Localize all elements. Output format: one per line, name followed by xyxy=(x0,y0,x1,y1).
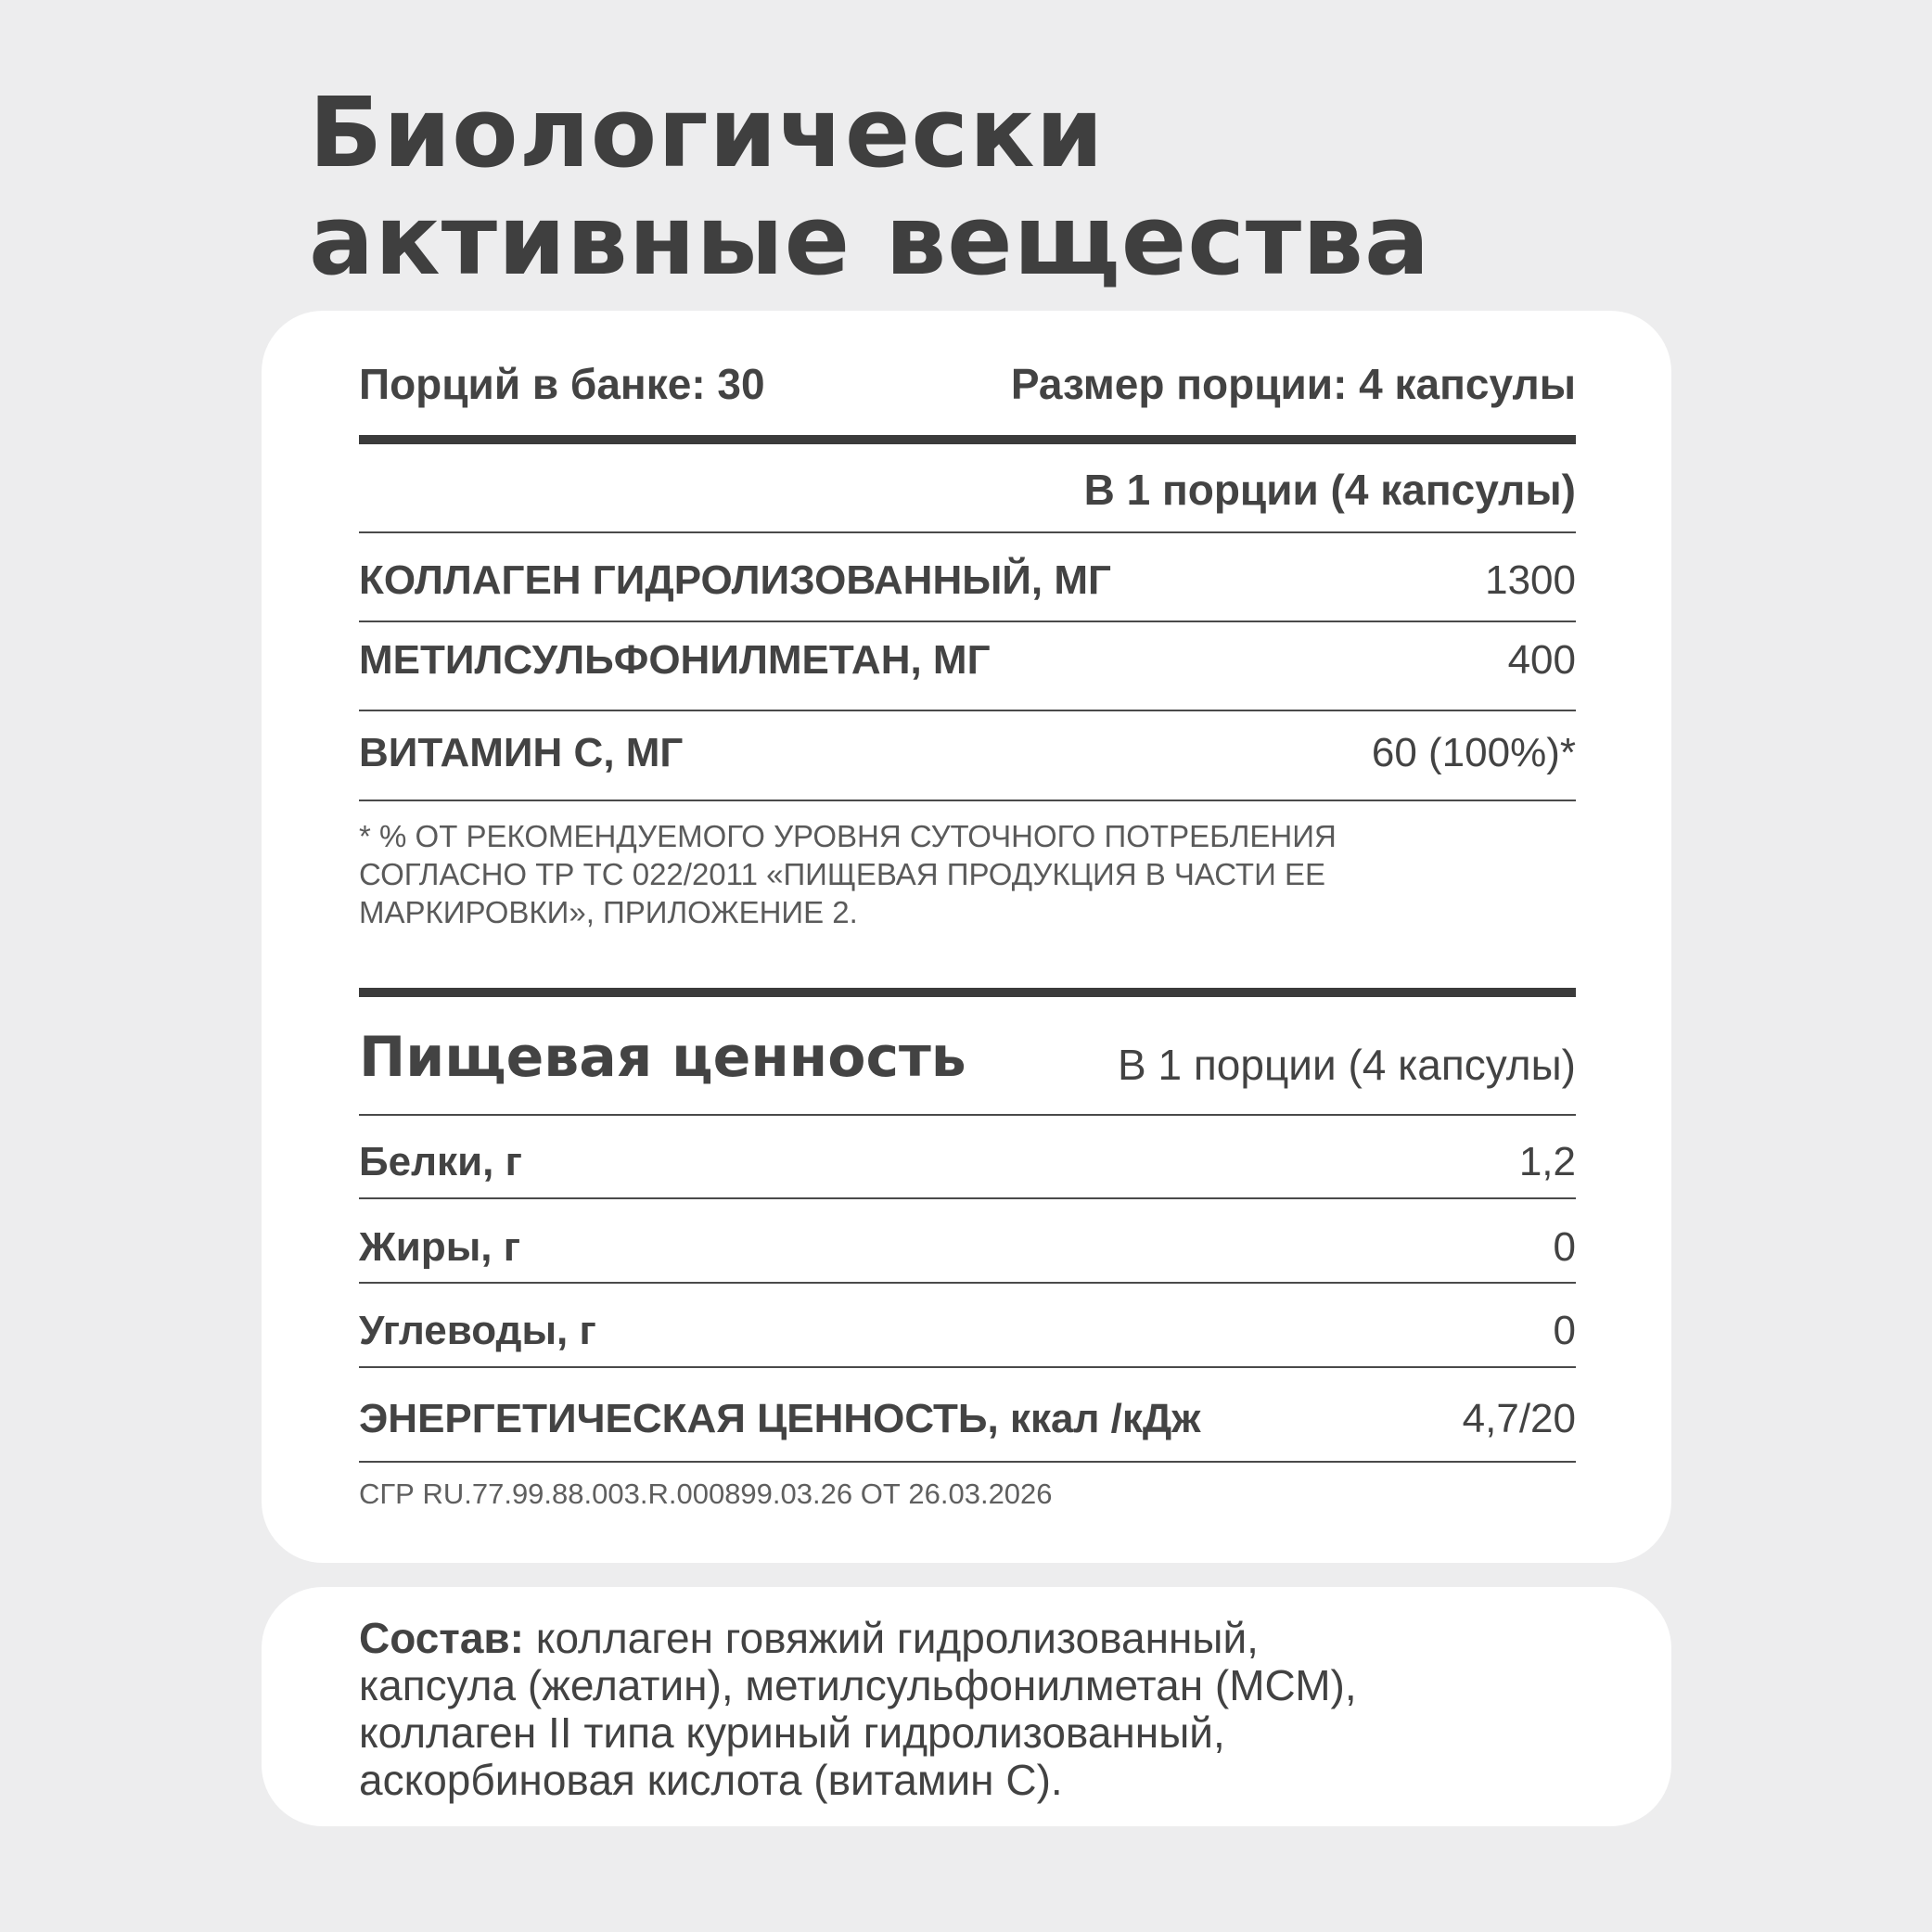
active-row xyxy=(359,730,1576,776)
supplement-facts-content xyxy=(359,311,1576,1563)
active-row-value: 1300 xyxy=(1485,557,1576,603)
row-divider xyxy=(359,531,1576,533)
active-column-header-row xyxy=(359,465,1576,515)
nutrition-row-name: Углеводы, г xyxy=(359,1308,596,1353)
composition-text xyxy=(359,1615,1565,1804)
page-title xyxy=(309,76,1431,297)
active-row-name: МЕТИЛСУЛЬФОНИЛМЕТАН, МГ xyxy=(359,637,991,683)
row-divider xyxy=(359,800,1576,801)
row-divider xyxy=(359,1461,1576,1463)
footnote xyxy=(359,817,1576,931)
thick-divider xyxy=(359,435,1576,444)
nutrition-title: Пищевая ценность xyxy=(359,1025,966,1090)
active-column-header: В 1 порции (4 капсулы) xyxy=(1083,466,1576,514)
row-divider xyxy=(359,710,1576,711)
footnote-line: * % ОТ РЕКОМЕНДУЕМОГО УРОВНЯ СУТОЧНОГО ПОТРЕБЛЕНИЯ xyxy=(359,819,1337,853)
nutrition-column-header: В 1 порции (4 капсулы) xyxy=(1118,1041,1576,1089)
nutrition-row-name: Жиры, г xyxy=(359,1224,521,1270)
serving-info-row xyxy=(359,359,1576,409)
nutrition-row xyxy=(359,1292,1576,1370)
nutrition-row-value: 1,2 xyxy=(1518,1139,1576,1184)
row-divider xyxy=(359,1282,1576,1284)
active-row xyxy=(359,557,1576,604)
nutrition-row-name: ЭНЕРГЕТИЧЕСКАЯ ЦЕННОСТЬ, ккал /кДж xyxy=(359,1396,1201,1441)
thick-divider xyxy=(359,988,1576,997)
nutrition-row xyxy=(359,1377,1576,1461)
active-row-value: 60 (100%)* xyxy=(1371,730,1576,775)
active-row-value: 400 xyxy=(1507,637,1576,683)
row-divider xyxy=(359,1114,1576,1116)
nutrition-row-value: 4,7/20 xyxy=(1462,1396,1576,1441)
composition-label: Состав: xyxy=(359,1614,525,1662)
nutrition-header-row xyxy=(359,1025,1576,1090)
nutrition-row xyxy=(359,1209,1576,1286)
composition-line: капсула (желатин), метилсульфонилметан (МСМ), xyxy=(359,1661,1357,1709)
title-line-2: активные вещества xyxy=(309,184,1431,297)
servings-per-container: Порций в банке: 30 xyxy=(359,360,765,408)
active-row-name: ВИТАМИН С, МГ xyxy=(359,730,684,775)
title-line-1: Биологически xyxy=(309,76,1105,189)
serving-size: Размер порции: 4 капсулы xyxy=(1010,360,1576,408)
nutrition-row-name: Белки, г xyxy=(359,1139,522,1184)
composition-line: коллаген говяжий гидролизованный, xyxy=(524,1614,1259,1662)
composition-card xyxy=(262,1587,1671,1826)
nutrition-row-value: 0 xyxy=(1553,1224,1576,1270)
nutrition-row-value: 0 xyxy=(1553,1308,1576,1353)
footnote-line: МАРКИРОВКИ», ПРИЛОЖЕНИЕ 2. xyxy=(359,895,858,929)
active-row xyxy=(359,637,1576,684)
composition-line: аскорбиновая кислота (витамин С). xyxy=(359,1756,1063,1804)
row-divider xyxy=(359,621,1576,622)
composition-line: коллаген II типа куриный гидролизованный, xyxy=(359,1708,1225,1757)
row-divider xyxy=(359,1197,1576,1199)
supplement-facts-card xyxy=(262,311,1671,1563)
footnote-line: СОГЛАСНО ТР ТС 022/2011 «ПИЩЕВАЯ ПРОДУКЦИЯ В ЧАСТИ ЕЕ xyxy=(359,857,1325,891)
registration-number: СГР RU.77.99.88.003.R.000899.03.26 ОТ 26.03.2026 xyxy=(359,1478,1053,1510)
row-divider xyxy=(359,1366,1576,1368)
nutrition-row xyxy=(359,1125,1576,1199)
active-row-name: КОЛЛАГЕН ГИДРОЛИЗОВАННЫЙ, МГ xyxy=(359,557,1111,603)
